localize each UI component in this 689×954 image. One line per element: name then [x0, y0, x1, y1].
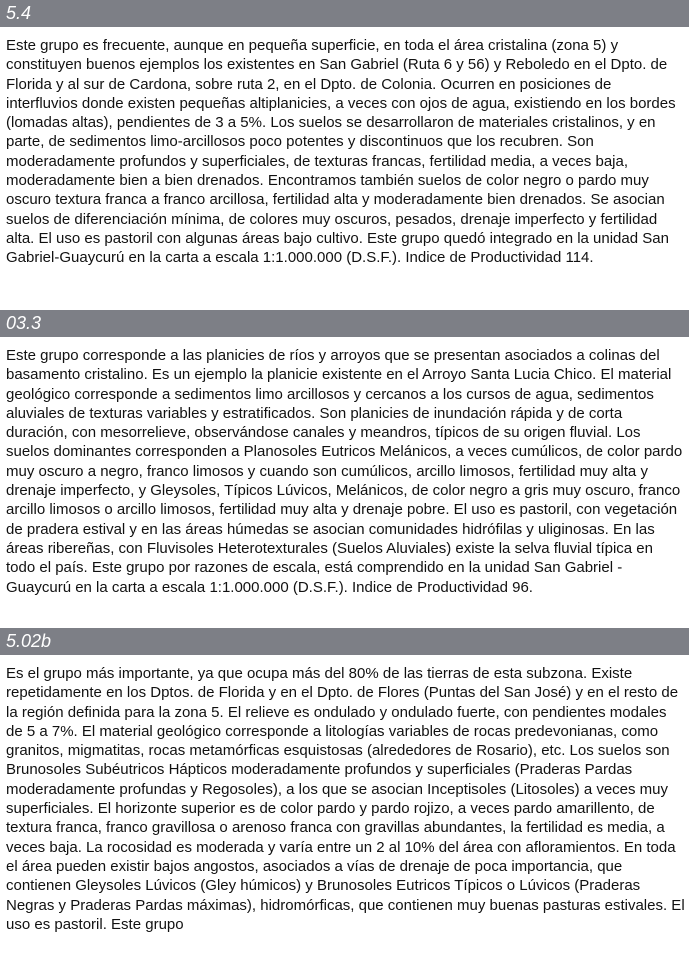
section-paragraph: Este grupo corresponde a las planicies de ríos y arroyos que se presentan asociados a colinas del basamento cristalino. Es un ejemplo la planicie existente en el Arroyo Santa Lucia Chico. El material geológico corresponde a sedimentos limo arcillosos y cercanos a los cursos de agua, sedimentos aluviales de texturas variables y estratificados. Son planicies de inundación rápida y de corta duración, con mesorrelieve, observándose canales y meandros, típicos de su origen fluvial. Los suelos dominantes corresponden a Planosoles Eutricos Melánicos, a veces cumúlicos, de color pardo muy oscuro a negro, franco limosos y cuando son cumúlicos, arcillo limosos, fertilidad muy alta y drenaje imperfecto, y Gleysoles, Típicos Lúvicos, Melánicos, de color negro a gris muy oscuro, franco arcillo limosos o arcillo limosos, fertilidad muy alta y drenaje pobre. El uso es pastoril, con vegetación de pradera estival y en las áreas húmedas se asocian comunidades hidrófilas y uliginosas. En las áreas ribereñas, con Fluvisoles Heterotexturales (Suelos Aluviales) existe la selva fluvial típica en todo el país. Este grupo por razones de escala, está comprendido en la unidad San Gabriel - Guaycurú en la carta a escala 1:1.000.000 (D.S.F.). Indice de Productividad 96.: [6, 347, 683, 596]
section-header: 03.3: [0, 310, 689, 337]
section-header: 5.4: [0, 0, 689, 27]
section-03-3: [0, 310, 689, 628]
section-paragraph: Este grupo es frecuente, aunque en pequeña superficie, en toda el área cristalina (zona 5) y constituyen buenos ejemplos los existentes en San Gabriel (Ruta 6 y 56) y Reboledo en el Dpto. de Florida y al sur de Cardona, sobre ruta 2, en el Dpto. de Colonia. Ocurren en posiciones de interfluvios donde existen pequeñas altiplanicies, a veces con ojos de agua, existiendo en los bordes (lomadas altas), pendientes de 3 a 5%. Los suelos se desarrollaron de materiales cristalinos, y en parte, de sedimentos limo-arcillosos poco potentes y discontinuos que los recubren. Son moderadamente profundos y superficiales, de texturas francas, fertilidad media, a veces baja, moderadamente bien a bien drenados. Encontramos también suelos de color negro o pardo muy oscuro textura franca a franco arcillosa, fertilidad alta y moderadamente bien drenados. Se asocian suelos de diferenciación mínima, de colores muy oscuros, pesados, drenaje imperfecto y fertilidad alta. El uso es pastoril con algunas áreas bajo cultivo. Este grupo quedó integrado en la unidad San Gabriel-Guaycurú en la carta a escala 1:1.000.000 (D.S.F.). Indice de Productividad 114.: [6, 37, 676, 267]
section-paragraph: Es el grupo más importante, ya que ocupa más del 80% de las tierras de esta subzona. Existe repetidamente en los Dptos. de Florida y en el Dpto. de Flores (Puntas del San José) y en el resto de la región definida para la zona 5. El relieve es ondulado y ondulado fuerte, con pendientes modales de 5 a 7%. El material geológico corresponde a litologías variables de rocas predevonianas, como granitos, migmatitas, rocas metamórficas esquistosas (alrededores de Rosario), etc. Los suelos son Brunosoles Subéutricos Hápticos moderadamente profundos y superficiales (Praderas Pardas moderadamente profundas y Regosoles), a los que se asocian Inceptisoles (Litosoles) a veces muy superficiales. El horizonte superior es de color pardo y pardo rojizo, a veces pardo amarillento, de textura franca, franco gravillosa o arenoso franca con gravillas abundantes, la fertilidad es media, a veces baja. La rocosidad es moderada y varía entre un 2 al 10% del área con afloramientos. En toda el área pueden existir bajos angostos, asociados a vías de drenaje de poca importancia, que contienen Gleysoles Lúvicos (Gley húmicos) y Brunosoles Eutricos Típicos o Lúvicos (Praderas Negras y Praderas Pardas máximas), hidromórficas, que contienen muy buenas pasturas estivales. El uso es pastoril. Este grupo: [6, 665, 685, 933]
section-header: 5.02b: [0, 628, 689, 655]
section-5-02b: [0, 628, 689, 954]
section-5-4: [0, 0, 689, 310]
